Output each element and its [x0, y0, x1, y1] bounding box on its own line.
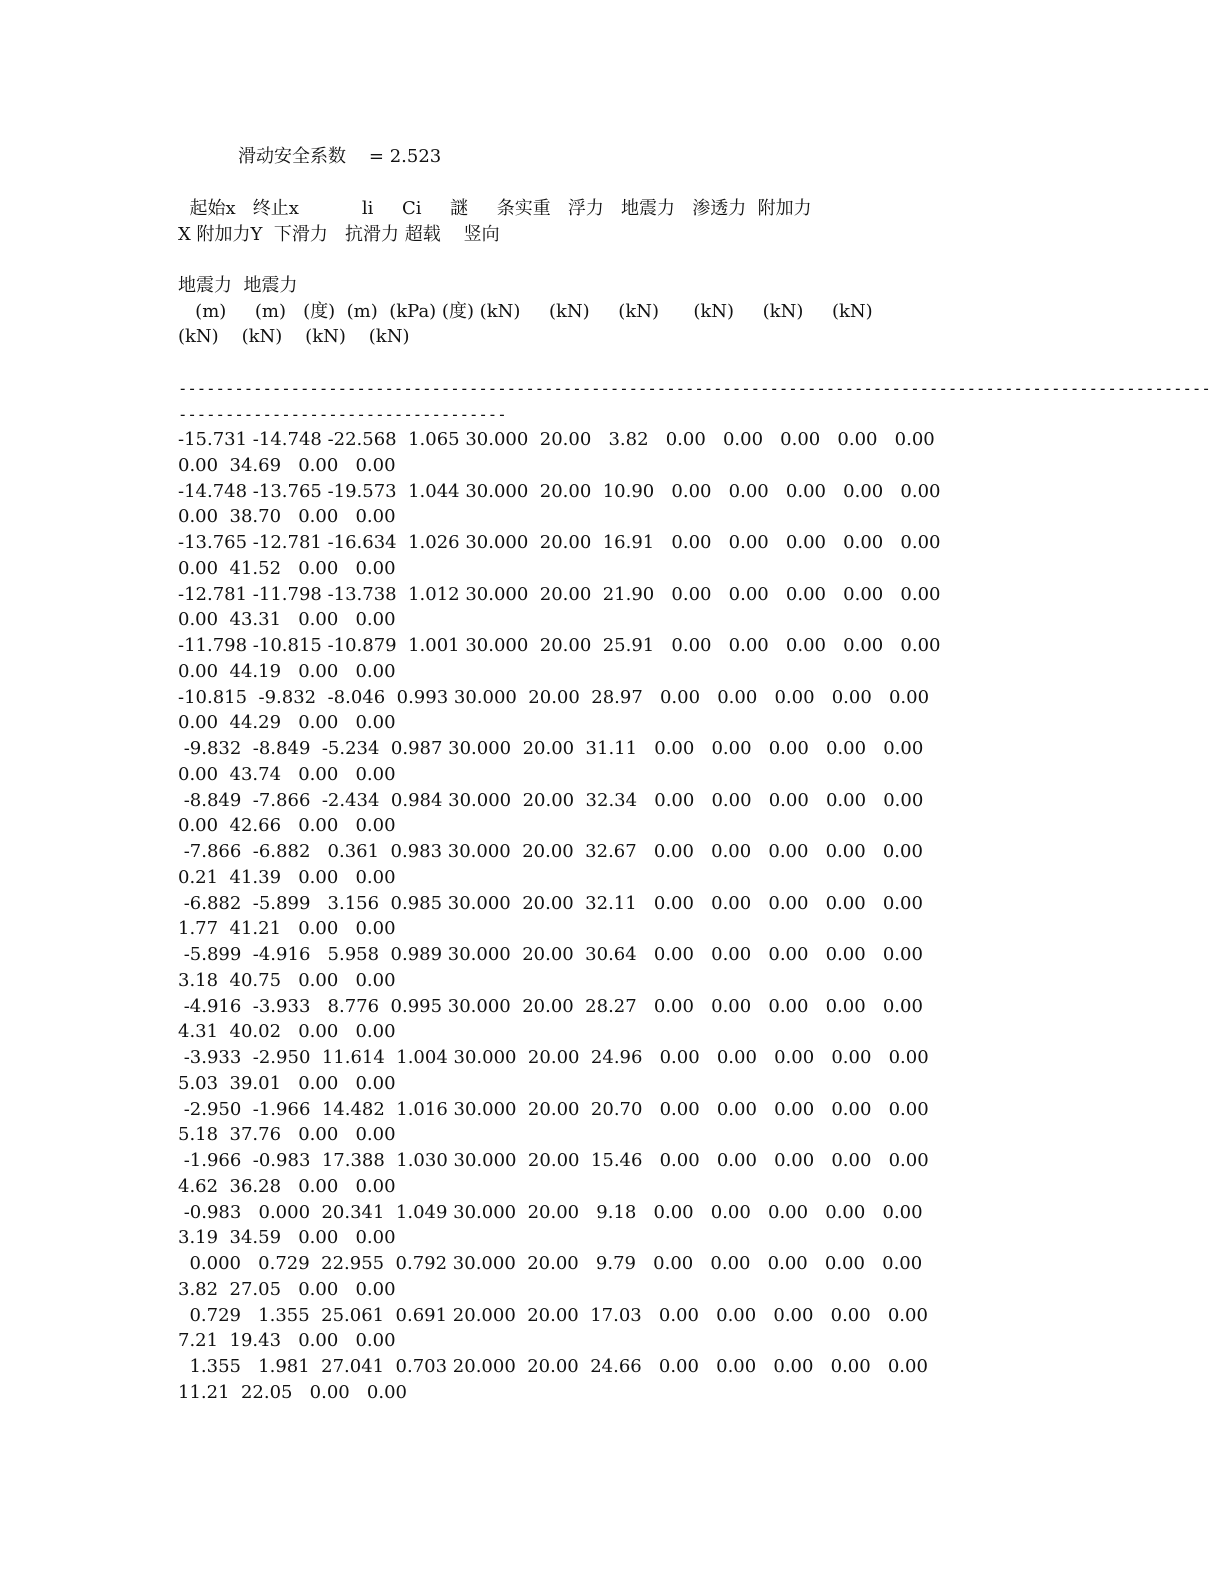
column-header-line-1: 起始x 终止x li Ci 謎 条实重 浮力 地震力 渗透力 附加力: [178, 198, 812, 219]
table-row-continued: 3.18 40.75 0.00 0.00: [178, 969, 396, 991]
table-row-continued: 3.19 34.59 0.00 0.00: [178, 1227, 396, 1249]
table-row: -9.832 -8.849 -5.234 0.987 30.000 20.00 31.11 0.00 0.00 0.00 0.00 0.00: [178, 738, 924, 759]
table-row-continued: 4.31 40.02 0.00 0.00: [178, 1021, 396, 1043]
table-row-continued: 0.00 44.29 0.00 0.00: [178, 712, 396, 734]
table-row: -15.731 -14.748 -22.568 1.065 30.000 20.00 3.82 0.00 0.00 0.00 0.00 0.00: [178, 429, 935, 450]
table-row: -7.866 -6.882 0.361 0.983 30.000 20.00 32.67 0.00 0.00 0.00 0.00 0.00: [178, 841, 923, 862]
table-row-continued: 5.03 39.01 0.00 0.00: [178, 1072, 396, 1094]
table-row: -13.765 -12.781 -16.634 1.026 30.000 20.00 16.91 0.00 0.00 0.00 0.00 0.00: [178, 532, 941, 553]
table-row-continued: 0.00 43.74 0.00 0.00: [178, 763, 396, 785]
divider-line: --------------------------------------------------------------------------------------------------------------: [178, 380, 1211, 398]
table-row: -5.899 -4.916 5.958 0.989 30.000 20.00 30.64 0.00 0.00 0.00 0.00 0.00: [178, 944, 923, 965]
table-row: -2.950 -1.966 14.482 1.016 30.000 20.00 20.70 0.00 0.00 0.00 0.00 0.00: [178, 1098, 929, 1120]
table-row: -11.798 -10.815 -10.879 1.001 30.000 20.00 25.91 0.00 0.00 0.00 0.00 0.00: [178, 635, 941, 656]
table-row-continued: 1.77 41.21 0.00 0.00: [178, 918, 396, 940]
column-header-line-3: 地震力 地震力: [178, 275, 298, 296]
unit-header-line-1: (m) (m) (度) (m) (kPa) (度) (kN) (kN) (kN) (kN) (kN) (kN): [178, 301, 873, 322]
table-row: 1.355 1.981 27.041 0.703 20.000 20.00 24.66 0.00 0.00 0.00 0.00 0.00: [178, 1356, 928, 1377]
table-row-continued: 0.00 34.69 0.00 0.00: [178, 454, 396, 476]
table-row: -4.916 -3.933 8.776 0.995 30.000 20.00 28.27 0.00 0.00 0.00 0.00 0.00: [178, 995, 923, 1017]
table-row-continued: 0.21 41.39 0.00 0.00: [178, 866, 396, 888]
table-row: -6.882 -5.899 3.156 0.985 30.000 20.00 32.11 0.00 0.00 0.00 0.00 0.00: [178, 892, 923, 914]
table-row: 0.000 0.729 22.955 0.792 30.000 20.00 9.79 0.00 0.00 0.00 0.00 0.00: [178, 1253, 923, 1274]
table-row-continued: 0.00 42.66 0.00 0.00: [178, 815, 396, 837]
table-row-continued: 0.00 41.52 0.00 0.00: [178, 557, 396, 579]
table-row: -0.983 0.000 20.341 1.049 30.000 20.00 9.18 0.00 0.00 0.00 0.00 0.00: [178, 1201, 923, 1223]
table-row: -12.781 -11.798 -13.738 1.012 30.000 20.00 21.90 0.00 0.00 0.00 0.00 0.00: [178, 583, 941, 605]
table-row-continued: 4.62 36.28 0.00 0.00: [178, 1175, 396, 1197]
table-row-continued: 0.00 43.31 0.00 0.00: [178, 609, 396, 631]
table-row: -14.748 -13.765 -19.573 1.044 30.000 20.00 10.90 0.00 0.00 0.00 0.00 0.00: [178, 480, 941, 502]
unit-header-line-2: (kN) (kN) (kN) (kN): [178, 326, 410, 347]
column-header-line-2: X 附加力Y 下滑力 抗滑力 超载 竖向: [178, 224, 500, 245]
table-row: 0.729 1.355 25.061 0.691 20.000 20.00 17.03 0.00 0.00 0.00 0.00 0.00: [178, 1304, 928, 1326]
table-row-continued: 0.00 38.70 0.00 0.00: [178, 506, 396, 528]
table-row: -3.933 -2.950 11.614 1.004 30.000 20.00 24.96 0.00 0.00 0.00 0.00 0.00: [178, 1047, 929, 1068]
table-row-continued: 5.18 37.76 0.00 0.00: [178, 1124, 396, 1146]
table-row-continued: 3.82 27.05 0.00 0.00: [178, 1278, 396, 1300]
table-row-continued: 0.00 44.19 0.00 0.00: [178, 660, 396, 682]
divider-line-continued: -----------------------------------: [178, 406, 507, 424]
table-row-continued: 11.21 22.05 0.00 0.00: [178, 1381, 407, 1403]
table-row-continued: 7.21 19.43 0.00 0.00: [178, 1330, 396, 1352]
table-row: -10.815 -9.832 -8.046 0.993 30.000 20.00 28.97 0.00 0.00 0.00 0.00 0.00: [178, 686, 930, 708]
table-row: -8.849 -7.866 -2.434 0.984 30.000 20.00 32.34 0.00 0.00 0.00 0.00 0.00: [178, 789, 924, 811]
safety-factor-line: 滑动安全系数 = 2.523: [238, 146, 442, 167]
table-row: -1.966 -0.983 17.388 1.030 30.000 20.00 15.46 0.00 0.00 0.00 0.00 0.00: [178, 1150, 929, 1171]
